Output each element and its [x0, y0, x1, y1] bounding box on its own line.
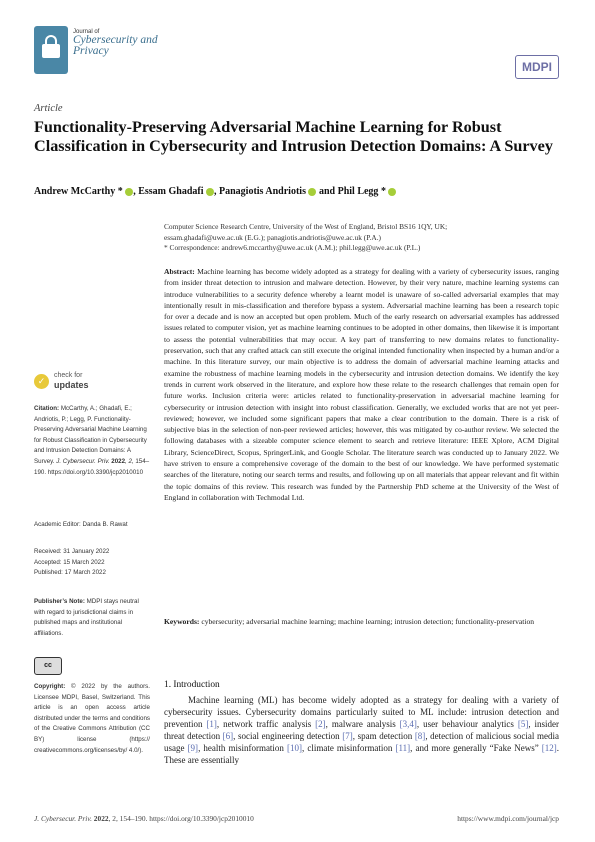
- section-heading: 1. Introduction: [164, 680, 220, 690]
- affiliation-line: essam.ghadafi@uwe.ac.uk (E.G.); panagiotis.andriotis@uwe.ac.uk (P.A.): [164, 232, 382, 242]
- citation-block: [34, 404, 150, 478]
- journal-name: Cybersecurity and Privacy: [73, 34, 158, 57]
- footer-journal-url[interactable]: https://www.mdpi.com/journal/jcp: [457, 814, 559, 823]
- footer-year: 2022: [91, 814, 109, 823]
- orcid-icon[interactable]: [125, 188, 133, 196]
- intro-text: , climate misinformation: [302, 743, 396, 754]
- intro-text: , social engineering detection: [233, 731, 343, 742]
- reference-link[interactable]: [3,4]: [399, 719, 417, 730]
- reference-link[interactable]: [12]: [541, 743, 557, 754]
- author-name[interactable]: Phil Legg: [337, 186, 379, 197]
- intro-text: , health misinformation: [198, 743, 288, 754]
- author-mark: *: [115, 186, 123, 197]
- publisher-note-label: Publisher’s Note:: [34, 598, 85, 605]
- keywords-label: Keywords:: [164, 617, 200, 626]
- keywords-text: cybersecurity; adversarial machine learning; machine learning; intrusion detection; functionality-preservation: [199, 617, 535, 626]
- citation-journal: J. Cybersecur. Priv.: [56, 457, 110, 465]
- intro-paragraph: [164, 694, 559, 767]
- author-separator: and: [316, 186, 338, 197]
- correspondence-line: * Correspondence: andrew6.mccarthy@uwe.ac.uk (A.M.); phil.legg@uwe.ac.uk (P.L.): [164, 243, 421, 252]
- abstract-text: Machine learning has become widely adopted as a strategy for dealing with a variety of cybersecurity issues, ranging from insider threat detection to intrusion and malware detection. However, by their very nature, machine learning systems can introduce vulnerabilities to a security defence whereby a learnt model is unaware of so-called adversarial examples that may intentionally result in mis-classification and therefore bypass a system. Adversarial machine learning has been a research topic for over a decade and is now an accepted but open problem. Much of the early research on adversarial examples has addressed issues related to computer vision, yet as machine learning continues to be adopted in other domains, then likewise it is important to assess the potential vulnerabilities that may occur. A key part of transferring to new domains relates to functionality-preservation, such that any crafted attack can still execute the original intended functionality when inspected by a human and/or a machine. In this literature survey, our main objective is to address the domain of adversarial machine learning attacks and examine the robustness of machine learning models in the cybersecurity and intrusion detection domains. We identify the key trends in current work observed in the literature, and explore how these relate to the research challenges that remain open for future works. Inclusion criteria were: articles related to functionality-preservation in adversarial machine learning for cybersecurity or intrusion detection with insight into robust classification. Generally, we excluded works that are not yet peer-reviewed; however, we included some significant papers that make a clear contribution to the domain. There is a risk of subjective bias in the selection of non-peer reviewed articles; however, this was mitigated by co-author review. We selected the following databases with a sizeable computer science element to search and retrieve literature: IEEE Xplore, ACM Digital Library, ScienceDirect, Scopus, SpringerLink, and Google Scholar. The literature search was conducted up to January 2022. We have striven to ensure a comprehensive coverage of the domain to the best of our knowledge. We have performed systematic searches of the literature, noting our search terms and results, and following up on all materials that appear relevant and fit within the topic domains of this review. This research was funded by the Partnership PhD scheme at the University of the West of England in collaboration with Techmodal Ltd.: [164, 267, 559, 502]
- reference-link[interactable]: [6]: [222, 731, 234, 742]
- author-list: [34, 186, 554, 197]
- creative-commons-icon[interactable]: cc: [34, 657, 62, 675]
- intro-text: , network traffic analysis: [216, 719, 316, 730]
- reference-link[interactable]: [5]: [517, 719, 529, 730]
- citation-text: McCarthy, A.; Ghadafi, E.; Andriotis, P.; Legg, P. Functionality-Preserving Adversarial Machine Learning for Robust Classification in Cybersecurity and Intrusion Detection Domains: A Survey.: [34, 405, 147, 465]
- mdpi-logo[interactable]: MDPI: [515, 55, 559, 79]
- reference-link[interactable]: [7]: [342, 731, 353, 742]
- author-name[interactable]: Panagiotis Andriotis: [219, 186, 306, 197]
- publisher-note: [34, 597, 150, 639]
- journal-logo-icon: [34, 26, 68, 74]
- check-updates-icon: ✓: [34, 374, 49, 389]
- intro-text: Machine learning (ML) has become widely adopted as a strategy for dealing with a variety of cybersecurity issues. Cybersecurity domains particularly suited to ML include: intrusion detection and prevention: [164, 695, 559, 730]
- author-mark: *: [378, 186, 386, 197]
- footer-journal: J. Cybersecur. Priv.: [34, 814, 92, 823]
- intro-text: , insider threat detection: [164, 719, 559, 742]
- reference-link[interactable]: [2]: [315, 719, 326, 730]
- copyright-label: Copyright:: [34, 683, 66, 690]
- check-updates-big-text: updates: [54, 380, 89, 390]
- reference-link[interactable]: [10]: [287, 743, 303, 754]
- keywords: [164, 616, 559, 627]
- intro-text: , spam detection: [352, 731, 415, 742]
- accepted-date: Accepted: 15 March 2022: [34, 558, 105, 566]
- paper-title: Functionality-Preserving Adversarial Machine Learning for Robust Classification in Cybersecurity and Intrusion Detection Domains: A Survey: [34, 118, 553, 155]
- reference-link[interactable]: [11]: [395, 743, 411, 754]
- abstract: [164, 266, 559, 503]
- reference-link[interactable]: [8]: [414, 731, 426, 742]
- intro-text: , user behaviour analytics: [416, 719, 518, 730]
- publisher-note-text: MDPI stays neutral with regard to jurisdictional claims in published maps and institutional affiliations.: [34, 598, 139, 637]
- citation-label: Citation:: [34, 405, 60, 412]
- copyright-text: © 2022 by the authors. Licensee MDPI, Basel, Switzerland. This article is an open access article distributed under the terms and conditions of the Creative Commons Attribution (CC BY) license (https:// creativecommons.org/licenses/by/ 4.0/).: [34, 683, 150, 754]
- citation-doi[interactable]: 154–190. https://doi.org/10.3390/jcp2010010: [34, 457, 150, 476]
- author-separator: ,: [133, 186, 139, 197]
- published-date: Published: 17 March 2022: [34, 569, 106, 577]
- article-type-label: Article: [34, 103, 63, 114]
- intro-text: . These are essentially: [164, 743, 560, 766]
- abstract-label: Abstract:: [164, 267, 195, 276]
- page-footer: [34, 814, 559, 823]
- intro-text: , malware analysis: [325, 719, 400, 730]
- author-separator: ,: [214, 186, 219, 197]
- journal-of-label: Journal of: [73, 29, 100, 35]
- affiliation-line: Computer Science Research Centre, University of the West of England, Bristol BS16 1QY, UK;: [164, 222, 448, 231]
- orcid-icon[interactable]: [206, 188, 214, 196]
- citation-year: 2022: [109, 457, 126, 465]
- affiliations: [164, 222, 559, 254]
- check-for-updates-button[interactable]: [34, 372, 134, 394]
- reference-link[interactable]: [1]: [206, 719, 217, 730]
- footer-citation[interactable]: , 2, 154–190. https://doi.org/10.3390/jcp2010010: [108, 814, 254, 823]
- author-name[interactable]: Essam Ghadafi: [138, 186, 204, 197]
- check-updates-small-text: check for: [54, 372, 83, 379]
- orcid-icon[interactable]: [388, 188, 396, 196]
- publication-dates: [34, 547, 150, 579]
- intro-text: , detection of malicious social media usage: [164, 731, 560, 754]
- academic-editor: Academic Editor: Danda B. Rawat: [34, 521, 128, 528]
- author-name[interactable]: Andrew McCarthy: [34, 186, 116, 197]
- copyright-block: [34, 682, 150, 756]
- reference-link[interactable]: [9]: [187, 743, 199, 754]
- received-date: Received: 31 January 2022: [34, 548, 110, 555]
- citation-volume: , 2,: [125, 457, 134, 465]
- intro-text: , and more generally “Fake News”: [410, 743, 542, 754]
